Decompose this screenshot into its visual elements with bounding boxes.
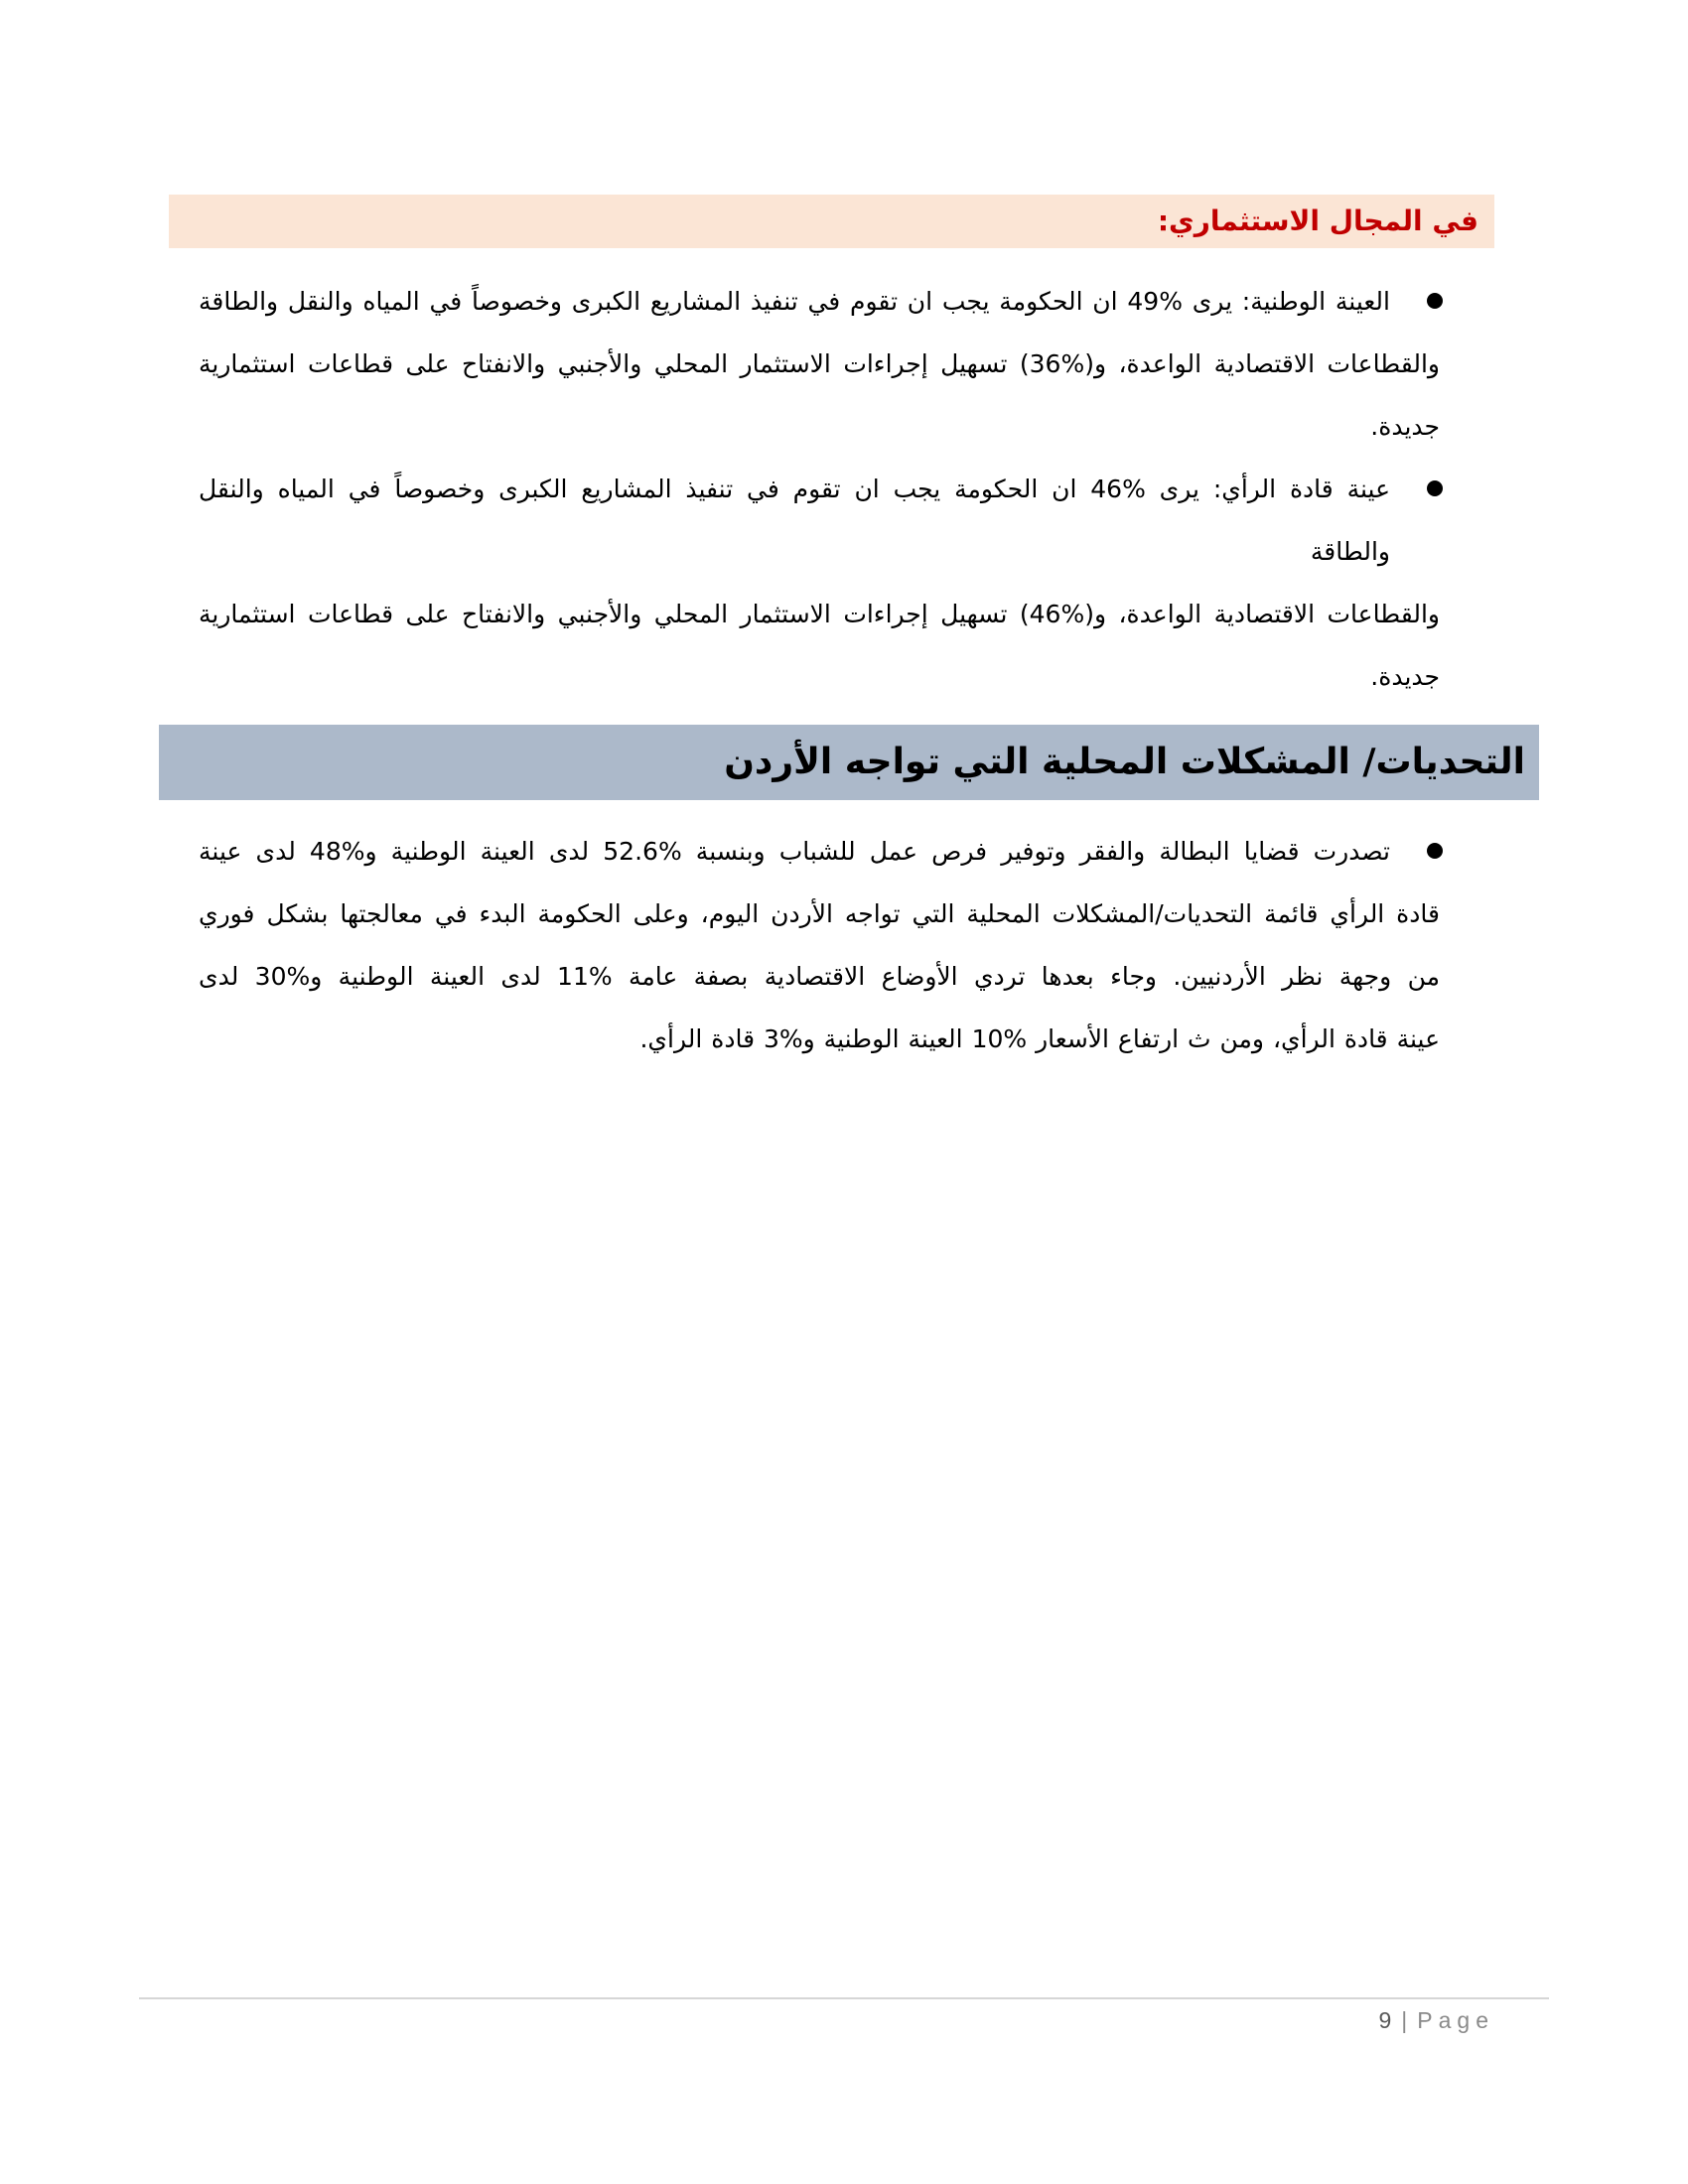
bullet-icon bbox=[1427, 293, 1443, 309]
challenges-bullet-list bbox=[199, 820, 1440, 1070]
bullet-line: من وجهة نظر الأردنيين. وجاء بعدها تردي الأوضاع الاقتصادية بصفة عامة %11 لدى العينة الوطنية و%30 لدى bbox=[199, 962, 1440, 991]
bullet-item bbox=[199, 458, 1440, 708]
bullet-line: جديدة. bbox=[1370, 662, 1440, 691]
bullet-line: قادة الرأي قائمة التحديات/المشكلات المحلية التي تواجه الأردن اليوم، وعلى الحكومة البدء في معالجتها بشكل فوري bbox=[199, 899, 1440, 928]
investment-section-title: في المجال الاستثماري: bbox=[1157, 205, 1478, 237]
bullet-line: تصدرت قضايا البطالة والفقر وتوفير فرص عمل للشباب وبنسبة %52.6 لدى العينة الوطنية و%48 لدى عينة bbox=[199, 837, 1390, 866]
bullet-icon bbox=[1427, 480, 1443, 496]
bullet-icon bbox=[1427, 843, 1443, 859]
bullet-line: عينة قادة الرأي، ومن ث ارتفاع الأسعار %10 العينة الوطنية و%3 قادة الرأي. bbox=[639, 1024, 1440, 1053]
page-number: 9 bbox=[1378, 2007, 1392, 2033]
footer-text bbox=[139, 2007, 1494, 2034]
page-content bbox=[139, 195, 1549, 1070]
bullet-item bbox=[199, 270, 1440, 458]
page-footer bbox=[139, 1997, 1549, 2034]
challenges-section-header-bar bbox=[159, 725, 1539, 800]
investment-bullet-list bbox=[199, 270, 1440, 708]
bullet-line: جديدة. bbox=[1370, 412, 1440, 441]
footer-separator-line bbox=[139, 1997, 1549, 1999]
investment-section-header-bar bbox=[169, 195, 1494, 248]
bullet-line: العينة الوطنية: يرى %49 ان الحكومة يجب ان تقوم في تنفيذ المشاريع الكبرى وخصوصاً في المياه والنقل والطاقة bbox=[199, 287, 1390, 316]
bullet-item bbox=[199, 820, 1440, 1070]
challenges-section-title: التحديات/ المشكلات المحلية التي تواجه الأردن bbox=[724, 742, 1525, 782]
page-label: Page bbox=[1417, 2007, 1494, 2033]
bullet-line: والقطاعات الاقتصادية الواعدة، و(%46) تسهيل إجراءات الاستثمار المحلي والأجنبي والانفتاح على قطاعات استثمارية bbox=[199, 600, 1440, 628]
footer-separator: | bbox=[1401, 2007, 1408, 2033]
bullet-line: والقطاعات الاقتصادية الواعدة، و(%36) تسهيل إجراءات الاستثمار المحلي والأجنبي والانفتاح على قطاعات استثمارية bbox=[199, 349, 1440, 378]
bullet-line: عينة قادة الرأي: يرى %46 ان الحكومة يجب ان تقوم في تنفيذ المشاريع الكبرى وخصوصاً في المياه والنقل والطاقة bbox=[199, 475, 1390, 566]
